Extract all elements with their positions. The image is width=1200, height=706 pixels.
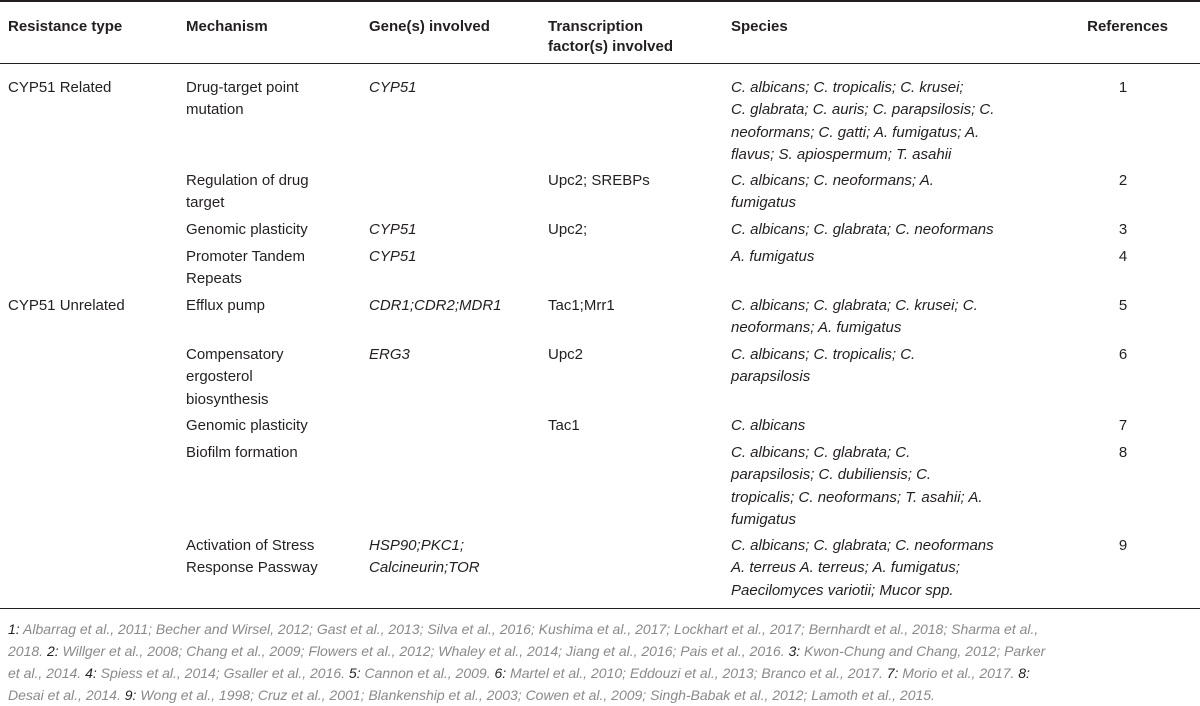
- cell-reference: [1080, 415, 1166, 437]
- header-mechanism: Mechanism: [186, 18, 268, 35]
- cell-species-line: C. albicans; C. tropicalis; C.: [731, 346, 916, 363]
- cell-genes: [369, 295, 502, 317]
- footnote-line: [8, 618, 1198, 640]
- cell-reference-line: 9: [1118, 537, 1128, 554]
- cell-mechanism-line: ergosterol: [186, 368, 253, 386]
- cell-species: [731, 344, 915, 389]
- cell-genes: [369, 344, 410, 366]
- cell-transcription-factors-line: Tac1;Mrr1: [548, 297, 615, 314]
- cell-species: [731, 246, 814, 268]
- table-top-rule: [0, 0, 1200, 2]
- cell-species-line: C. albicans; C. glabrata; C. neoformans: [731, 221, 994, 238]
- cell-species-line: C. albicans; C. neoformans; A.: [731, 172, 934, 189]
- footnote-marker: 6:: [494, 665, 507, 681]
- footnote-line: [8, 662, 1198, 684]
- cell-transcription-factors: [548, 415, 580, 437]
- cell-genes-line: CDR1;CDR2;MDR1: [369, 297, 502, 314]
- cell-mechanism: [186, 535, 318, 580]
- cell-mechanism: [186, 219, 308, 241]
- cell-species: [731, 295, 978, 340]
- cell-species: [731, 170, 934, 215]
- footnote-reference-text: Willger et al., 2008; Chang et al., 2009; Flowers et al., 2012; Whaley et al., 2014; Jiang et al., 2016; Pais et al., 2016.: [58, 643, 789, 659]
- cell-mechanism-line: Repeats: [186, 270, 242, 288]
- cell-resistance-type: [8, 77, 111, 99]
- cell-transcription-factors-line: Upc2: [548, 346, 584, 363]
- cell-species-line: A. terreus A. terreus; A. fumigatus;: [731, 559, 960, 577]
- cell-transcription-factors-line: Upc2;: [548, 221, 588, 238]
- cell-mechanism-line: Biofilm formation: [186, 444, 298, 461]
- cell-species-line: fumigatus: [731, 194, 797, 212]
- cell-reference: [1080, 170, 1166, 192]
- cell-species: [731, 442, 983, 532]
- cell-genes-line: ERG3: [369, 346, 410, 363]
- table-bottom-rule: [0, 608, 1200, 609]
- footnote-reference-text: Morio et al., 2017.: [898, 665, 1019, 681]
- cell-transcription-factors-line: Tac1: [548, 417, 580, 434]
- cell-mechanism-line: Activation of Stress: [186, 537, 315, 554]
- cell-genes: [369, 535, 480, 580]
- cell-mechanism-line: Response Passway: [186, 559, 318, 577]
- cell-reference-line: 6: [1118, 346, 1128, 363]
- cell-reference-line: 1: [1118, 79, 1128, 96]
- cell-genes: [369, 77, 417, 99]
- cell-genes-line: HSP90;PKC1;: [369, 537, 465, 554]
- cell-reference: [1080, 535, 1166, 557]
- cell-mechanism: [186, 415, 308, 437]
- header-divider-rule: [0, 63, 1200, 64]
- cell-species: [731, 535, 994, 602]
- cell-species-line: C. albicans: [731, 417, 806, 434]
- footnote-reference-text: Cannon et al., 2009.: [360, 665, 495, 681]
- cell-transcription-factors: [548, 219, 587, 241]
- cell-species: [731, 415, 805, 437]
- cell-species: [731, 77, 994, 167]
- cell-mechanism: [186, 442, 298, 464]
- cell-genes-line: Calcineurin;TOR: [369, 559, 480, 577]
- header-references: References: [1087, 18, 1168, 35]
- cell-species-line: C. albicans; C. glabrata; C.: [731, 444, 911, 461]
- cell-genes: [369, 246, 417, 268]
- cell-mechanism: [186, 246, 305, 291]
- footnote-reference-text: Spiess et al., 2014; Gsaller et al., 2016.: [96, 665, 349, 681]
- header-tf-line1: Transcription: [548, 18, 644, 35]
- cell-mechanism-line: Regulation of drug: [186, 172, 309, 189]
- cell-reference-line: 4: [1118, 248, 1128, 265]
- cell-species: [731, 219, 994, 241]
- cell-species-line: A. fumigatus: [731, 248, 815, 265]
- footnote-reference-text: Desai et al., 2014.: [8, 687, 125, 703]
- cell-genes-line: CYP51: [369, 221, 417, 238]
- cell-reference-line: 3: [1118, 221, 1128, 238]
- cell-reference: [1080, 246, 1166, 268]
- header-transcription-factors: [548, 17, 673, 57]
- cell-species-line: parapsilosis; C. dubiliensis; C.: [731, 466, 932, 484]
- footnote-line: [8, 640, 1198, 662]
- cell-reference: [1080, 442, 1166, 464]
- cell-species-line: parapsilosis: [731, 368, 811, 386]
- cell-mechanism-line: Efflux pump: [186, 297, 265, 314]
- cell-reference-line: 8: [1118, 444, 1128, 461]
- cell-mechanism-line: Genomic plasticity: [186, 221, 308, 238]
- footnote-reference-text: Wong et al., 1998; Cruz et al., 2001; Blankenship et al., 2003; Cowen et al., 2009; Singh-Babak et al., 2012; Lamoth et al., 2015.: [136, 687, 935, 703]
- cell-mechanism-line: Promoter Tandem: [186, 248, 305, 265]
- cell-reference-line: 2: [1118, 172, 1128, 189]
- cell-mechanism-line: mutation: [186, 101, 244, 119]
- cell-mechanism-line: Genomic plasticity: [186, 417, 308, 434]
- header-tf-line2: factor(s) involved: [548, 38, 674, 55]
- footnote-reference-text: Martel et al., 2010; Eddouzi et al., 2013; Branco et al., 2017.: [506, 665, 887, 681]
- cell-mechanism: [186, 295, 265, 317]
- cell-species-line: fumigatus: [731, 511, 797, 529]
- footnote-marker: 5:: [348, 665, 361, 681]
- footnote-marker: 3:: [788, 643, 801, 659]
- cell-reference-line: 7: [1118, 417, 1128, 434]
- header-species: Species: [731, 18, 788, 35]
- cell-genes-line: CYP51: [369, 79, 417, 96]
- cell-mechanism-line: Drug-target point: [186, 79, 299, 96]
- cell-resistance-type-line: CYP51 Related: [8, 79, 112, 96]
- cell-genes: [369, 219, 417, 241]
- cell-mechanism-line: Compensatory: [186, 346, 284, 363]
- references-footnote: [8, 618, 1198, 706]
- footnote-marker: 8:: [1018, 665, 1030, 681]
- cell-species-line: tropicalis; C. neoformans; T. asahii; A.: [731, 488, 983, 506]
- cell-species-line: Paecilomyces variotii; Mucor spp.: [731, 581, 954, 599]
- cell-resistance-type: [8, 295, 125, 317]
- cell-reference-line: 5: [1118, 297, 1128, 314]
- footnote-marker: 1:: [8, 621, 20, 637]
- footnote-reference-text: Kwon-Chung and Chang, 2012; Parker: [800, 643, 1046, 659]
- footnote-reference-text: et al., 2014.: [8, 665, 86, 681]
- cell-genes-line: CYP51: [369, 248, 417, 265]
- cell-mechanism-line: target: [186, 194, 225, 212]
- cell-mechanism: [186, 344, 284, 411]
- cell-reference: [1080, 295, 1166, 317]
- footnote-reference-text: Albarrag et al., 2011; Becher and Wirsel, 2012; Gast et al., 2013; Silva et al., 2016; Kushima et al., 2017; Lockhart et al., 2017; Bernhardt et al., 2018; Sharma et al.,: [19, 621, 1039, 637]
- cell-species-line: C. albicans; C. glabrata; C. neoformans: [731, 537, 994, 554]
- cell-mechanism-line: biosynthesis: [186, 390, 269, 408]
- footnote-reference-text: 2018.: [8, 643, 47, 659]
- cell-reference: [1080, 344, 1166, 366]
- cell-mechanism: [186, 77, 299, 122]
- footnote-marker: 2:: [46, 643, 59, 659]
- cell-transcription-factors-line: Upc2; SREBPs: [548, 172, 650, 189]
- cell-species-line: flavus; S. apiospermum; T. asahii: [731, 146, 952, 164]
- cell-transcription-factors: [548, 295, 615, 317]
- cell-reference: [1080, 77, 1166, 99]
- footnote-marker: 4:: [85, 665, 97, 681]
- header-genes: Gene(s) involved: [369, 18, 490, 35]
- cell-species-line: C. albicans; C. glabrata; C. krusei; C.: [731, 297, 978, 314]
- cell-species-line: C. albicans; C. tropicalis; C. krusei;: [731, 79, 964, 96]
- cell-resistance-type-line: CYP51 Unrelated: [8, 297, 125, 314]
- header-resistance-type: Resistance type: [8, 18, 123, 35]
- cell-reference: [1080, 219, 1166, 241]
- cell-mechanism: [186, 170, 309, 215]
- cell-transcription-factors: [548, 344, 583, 366]
- footnote-marker: 9:: [124, 687, 137, 703]
- cell-species-line: neoformans; A. fumigatus: [731, 319, 902, 337]
- cell-species-line: C. glabrata; C. auris; C. parapsilosis; C.: [731, 101, 995, 119]
- cell-transcription-factors: [548, 170, 650, 192]
- footnote-marker: 7:: [886, 665, 899, 681]
- cell-species-line: neoformans; C. gatti; A. fumigatus; A.: [731, 123, 980, 141]
- footnote-line: [8, 684, 1198, 706]
